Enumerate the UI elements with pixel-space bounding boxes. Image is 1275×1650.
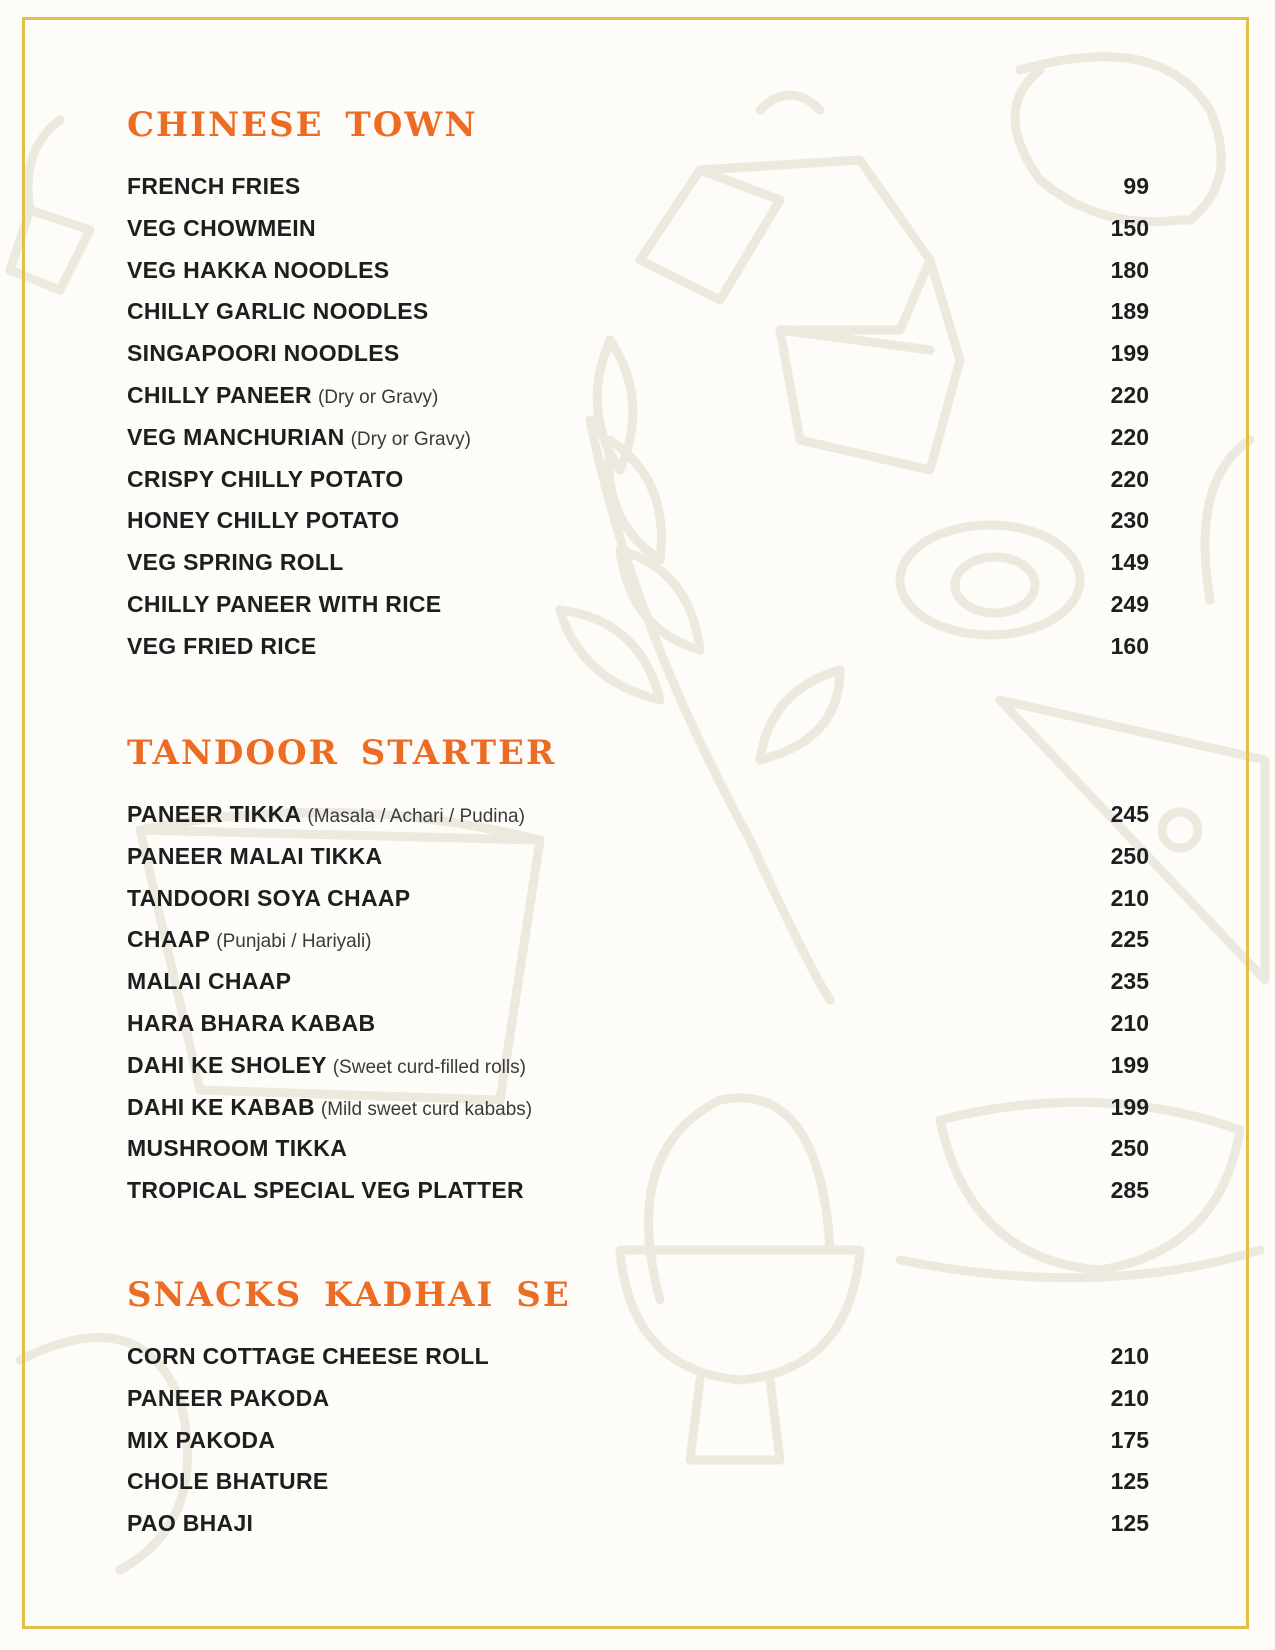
item-price: 180 <box>1110 256 1149 283</box>
menu-item <box>127 1128 1149 1170</box>
item-price: 199 <box>1110 1093 1149 1120</box>
menu-item-list <box>127 166 1149 668</box>
item-price: 199 <box>1110 1051 1149 1078</box>
item-price: 225 <box>1110 926 1149 953</box>
item-price: 160 <box>1110 632 1149 659</box>
item-price: 199 <box>1110 340 1149 367</box>
item-note: (Masala / Achari / Pudina) <box>307 806 525 827</box>
menu-item <box>127 1087 1149 1129</box>
item-note: (Sweet curd-filled rolls) <box>332 1056 526 1078</box>
item-price: 175 <box>1110 1426 1149 1453</box>
menu-item <box>127 1170 1149 1212</box>
item-note: (Dry or Gravy) <box>317 386 439 408</box>
item-name: VEG SPRING ROLL <box>127 549 344 576</box>
item-price: 210 <box>1110 884 1149 911</box>
section-title: SNACKS KADHAI SE <box>127 1275 571 1315</box>
item-price: 189 <box>1110 298 1149 325</box>
menu-item <box>127 1503 1149 1545</box>
item-name: PAO BHAJI <box>127 1510 254 1537</box>
item-name: SINGAPOORI NOODLES <box>127 340 400 367</box>
item-name: MUSHROOM TIKKA <box>127 1135 348 1162</box>
item-name: CHOLE BHATURE <box>127 1468 329 1495</box>
item-name: TANDOORI SOYA CHAAP <box>127 884 411 911</box>
item-name: HONEY CHILLY POTATO <box>127 507 400 534</box>
item-price: 230 <box>1110 507 1149 534</box>
menu-item <box>127 459 1149 501</box>
item-price: 125 <box>1110 1468 1149 1495</box>
menu-item <box>127 250 1149 292</box>
item-price: 285 <box>1110 1177 1149 1204</box>
menu-section-snacks-kadhai-se <box>127 1274 1149 1545</box>
item-name: MALAI CHAAP <box>127 968 292 995</box>
item-note: (Punjabi / Hariyali) <box>216 931 372 953</box>
item-note: (Dry or Gravy) <box>350 428 471 450</box>
menu-item <box>127 417 1149 459</box>
menu-item <box>127 1045 1149 1087</box>
menu-item <box>127 878 1149 920</box>
item-price: 150 <box>1110 214 1149 241</box>
item-name: DAHI KE KABAB <box>127 1093 315 1120</box>
menu-section-chinese-town <box>127 104 1149 668</box>
item-price: 245 <box>1110 801 1149 827</box>
menu-item <box>127 584 1149 626</box>
item-price: 250 <box>1110 1135 1149 1162</box>
menu-item <box>127 1461 1149 1503</box>
item-price: 149 <box>1110 549 1149 576</box>
item-name: HARA BHARA KABAB <box>127 1009 376 1036</box>
menu-item <box>127 1336 1149 1378</box>
item-name: CHILLY GARLIC NOODLES <box>127 298 429 325</box>
menu-item <box>127 626 1149 668</box>
item-name: DAHI KE SHOLEY <box>127 1051 327 1078</box>
item-name: PANEER PAKODA <box>127 1384 330 1411</box>
item-name: VEG HAKKA NOODLES <box>127 256 390 283</box>
item-name: TROPICAL SPECIAL VEG PLATTER <box>127 1177 524 1204</box>
menu-item <box>127 961 1149 1003</box>
section-title: TANDOOR STARTER <box>127 733 557 773</box>
item-name: VEG MANCHURIAN <box>127 423 345 450</box>
menu-item <box>127 542 1149 584</box>
item-price: 250 <box>1110 842 1149 869</box>
item-name: FRENCH FRIES <box>127 173 301 199</box>
section-title: CHINESE TOWN <box>127 105 478 145</box>
item-price: 220 <box>1110 423 1149 450</box>
menu-item <box>127 500 1149 542</box>
menu-item <box>127 166 1149 208</box>
item-name: PANEER MALAI TIKKA <box>127 842 383 869</box>
menu-item <box>127 208 1149 250</box>
item-name: PANEER TIKKA <box>127 801 302 827</box>
item-price: 125 <box>1110 1510 1149 1537</box>
menu-item <box>127 1378 1149 1420</box>
item-name: CHILLY PANEER WITH RICE <box>127 590 442 617</box>
item-name: CORN COTTAGE CHEESE ROLL <box>127 1343 490 1369</box>
menu-item <box>127 375 1149 417</box>
item-name: CHAAP <box>127 926 211 953</box>
item-name: CHILLY PANEER <box>127 381 312 408</box>
menu-item <box>127 291 1149 333</box>
item-price: 220 <box>1110 381 1149 408</box>
item-price: 249 <box>1110 590 1149 617</box>
item-name: VEG FRIED RICE <box>127 632 317 659</box>
item-name: MIX PAKODA <box>127 1426 276 1453</box>
item-price: 220 <box>1110 465 1149 492</box>
menu-item-list <box>127 794 1149 1212</box>
item-note: (Mild sweet curd kababs) <box>320 1098 533 1120</box>
item-price: 210 <box>1110 1343 1149 1369</box>
menu-item <box>127 333 1149 375</box>
item-name: CRISPY CHILLY POTATO <box>127 465 404 492</box>
item-price: 210 <box>1110 1384 1149 1411</box>
item-name: VEG CHOWMEIN <box>127 214 316 241</box>
menu-item <box>127 919 1149 961</box>
item-price: 210 <box>1110 1009 1149 1036</box>
menu-section-tandoor-starter <box>127 732 1149 1212</box>
menu-item <box>127 1420 1149 1462</box>
menu-item <box>127 836 1149 878</box>
menu-item <box>127 794 1149 836</box>
item-price: 235 <box>1110 968 1149 995</box>
item-price: 99 <box>1123 173 1149 199</box>
menu-item <box>127 1003 1149 1045</box>
menu-item-list <box>127 1336 1149 1545</box>
